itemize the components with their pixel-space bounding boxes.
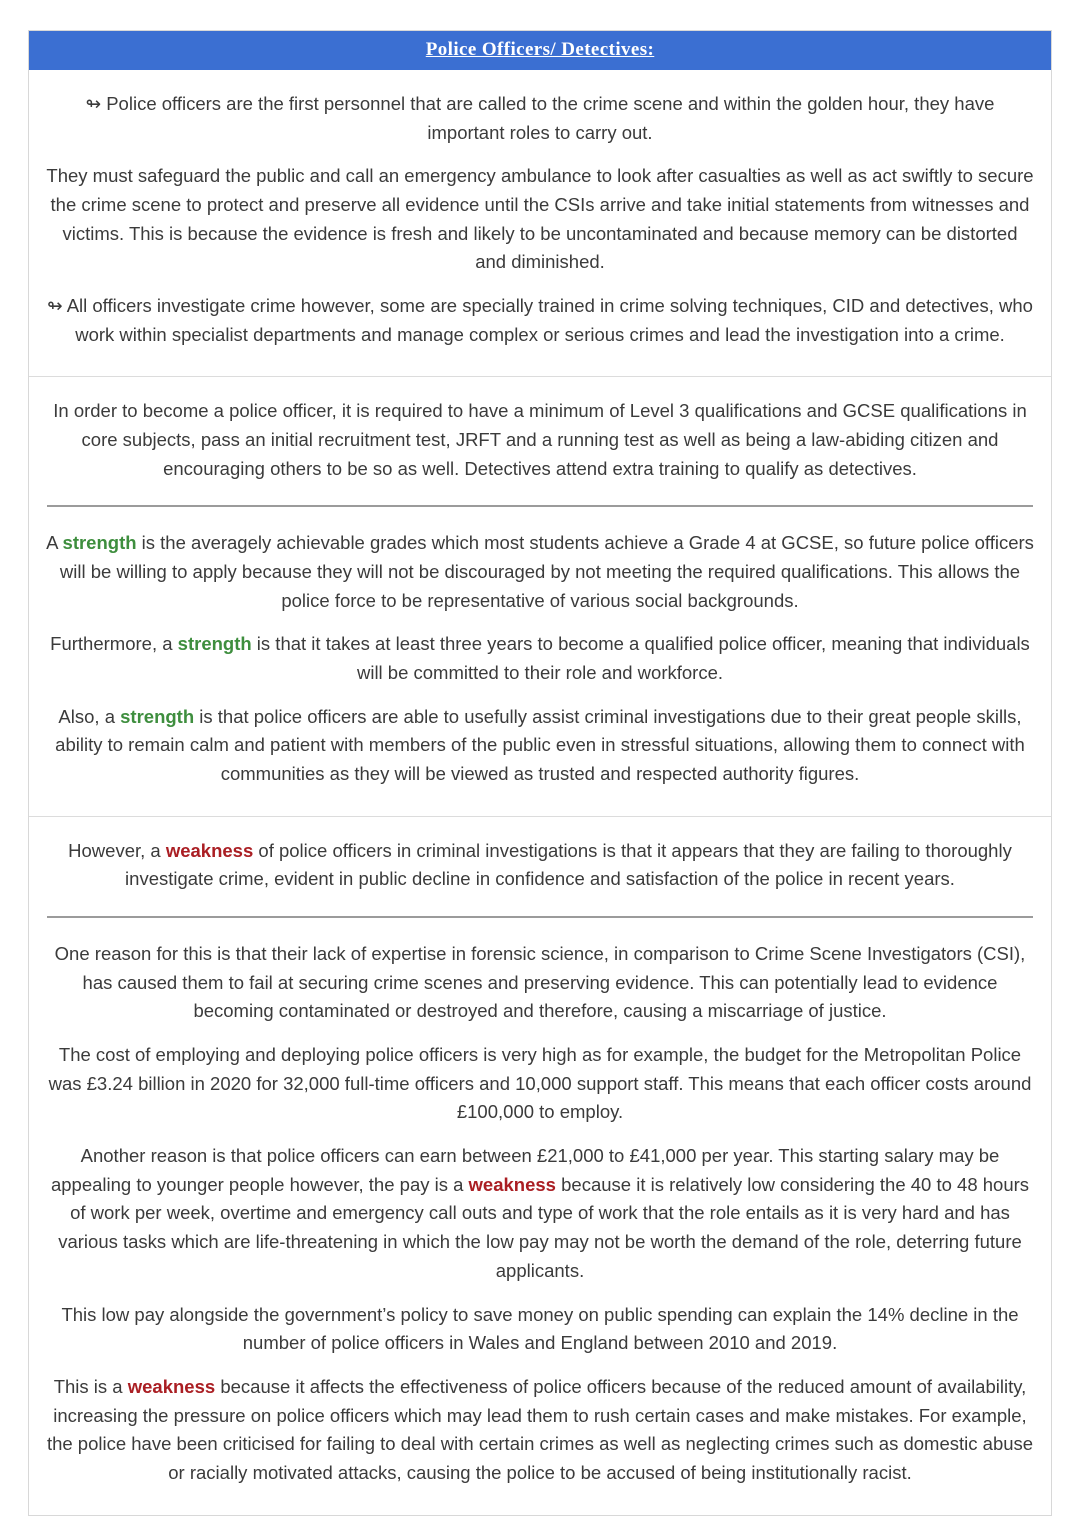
section-weaknesses xyxy=(29,816,1051,1515)
section-divider xyxy=(47,505,1033,507)
section-intro xyxy=(29,70,1051,376)
document-header xyxy=(29,31,1051,70)
section-qualifications-strengths xyxy=(29,376,1051,815)
document-page xyxy=(28,30,1052,1516)
paragraph xyxy=(45,162,1035,277)
weakness-keyword: weakness xyxy=(127,1375,216,1397)
text-segment: is that police officers are able to usefully assist criminal investigations due to their great people skills, ability to remain calm and patient with members of the public even in stressful situations, allowing them to connect with communities as they will be viewed as trusted and respected authority figures. xyxy=(55,705,1025,785)
paragraph xyxy=(45,90,1035,147)
text-segment: The cost of employing and deploying police officers is very high as for example, the budget for the Metropolitan Police was £3.24 billion in 2020 for 32,000 full-time officers and 10,000 support staff. This means that each officer costs around £100,000 to employ. xyxy=(48,1044,1032,1123)
paragraph xyxy=(45,1041,1035,1127)
text-segment: Also, a xyxy=(58,705,121,727)
paragraph xyxy=(45,1142,1035,1285)
text-segment: This low pay alongside the government’s policy to save money on public spending can explain the 14% decline in the number of police officers in Wales and England between 2010 and 2019. xyxy=(61,1303,1019,1354)
paragraph xyxy=(45,529,1035,615)
paragraph xyxy=(45,837,1035,894)
strength-keyword: strength xyxy=(120,705,195,727)
paragraph xyxy=(45,1301,1035,1358)
paragraph xyxy=(45,940,1035,1026)
paragraph xyxy=(45,630,1035,687)
text-segment: This is a xyxy=(53,1375,128,1397)
strength-keyword: strength xyxy=(62,532,137,554)
text-segment: One reason for this is that their lack of expertise in forensic science, in comparison to Crime Scene Investigators (CSI), has caused them to fail at securing crime scenes and preserving evidence. This can potentially lead to evidence becoming contaminated or destroyed and therefore, causing a miscarriage of justice. xyxy=(54,943,1026,1022)
weakness-keyword: weakness xyxy=(165,839,254,861)
text-segment: ↬ All officers investigate crime however, some are specially trained in crime solving techniques, CID and detectives, who work within specialist departments and manage complex or serious crimes and lead the investigation into a crime. xyxy=(47,295,1033,345)
text-segment: of police officers in criminal investigations is that it appears that they are failing to thoroughly investigate crime, evident in public decline in confidence and satisfaction of the police in recent years. xyxy=(125,839,1012,890)
paragraph xyxy=(45,397,1035,483)
text-segment: because it affects the effectiveness of police officers because of the reduced amount of availability, increasing the pressure on police officers which may lead them to rush certain cases and make mistakes. For example, the police have been criticised for failing to deal with certain crimes as well as neglecting crimes such as domestic abuse or racially motivated attacks, causing the police to be accused of being institutionally racist. xyxy=(46,1375,1034,1483)
text-segment: They must safeguard the public and call an emergency ambulance to look after casualties as well as act swiftly to secure the crime scene to protect and preserve all evidence until the CSIs arrive and take initial statements from witnesses and victims. This is because the evidence is fresh and likely to be uncontaminated and because memory can be distorted and diminished. xyxy=(46,165,1034,273)
text-segment: because it is relatively low considering the 40 to 48 hours of work per week, overtime and emergency call outs and type of work that the role entails as it is very hard and has various tasks which are life-threatening in which the low pay may not be worth the demand of the role, deterring future applicants. xyxy=(58,1173,1030,1281)
text-segment: Another reason is that police officers can earn between £21,000 to £41,000 per year. This starting salary may be appealing to younger people however, the pay is a xyxy=(50,1145,1000,1195)
text-segment: However, a xyxy=(68,839,166,861)
text-segment: A xyxy=(46,532,63,554)
document-body xyxy=(29,70,1051,1515)
weakness-keyword: weakness xyxy=(468,1173,556,1195)
paragraph xyxy=(45,292,1035,349)
section-divider xyxy=(47,916,1033,918)
page-title: Police Officers/ Detectives: xyxy=(425,39,655,60)
paragraph xyxy=(45,703,1035,789)
text-segment: Furthermore, a xyxy=(50,633,178,655)
text-segment: In order to become a police officer, it is required to have a minimum of Level 3 qualifications and GCSE qualifications in core subjects, pass an initial recruitment test, JRFT and a running test as well as being a law-abiding citizen and encouraging others to be so as well. Detectives attend extra training to qualify as detectives. xyxy=(53,400,1027,479)
paragraph xyxy=(45,1373,1035,1488)
strength-keyword: strength xyxy=(177,633,252,655)
text-segment: is the averagely achievable grades which most students achieve a Grade 4 at GCSE, so future police officers will be willing to apply because they will not be discouraged by not meeting the required qualifications. This allows the police force to be representative of various social backgrounds. xyxy=(59,532,1034,611)
text-segment: is that it takes at least three years to become a qualified police officer, meaning that individuals will be committed to their role and workforce. xyxy=(251,633,1030,684)
text-segment: ↬ Police officers are the first personnel that are called to the crime scene and within the golden hour, they have important roles to carry out. xyxy=(85,93,995,143)
